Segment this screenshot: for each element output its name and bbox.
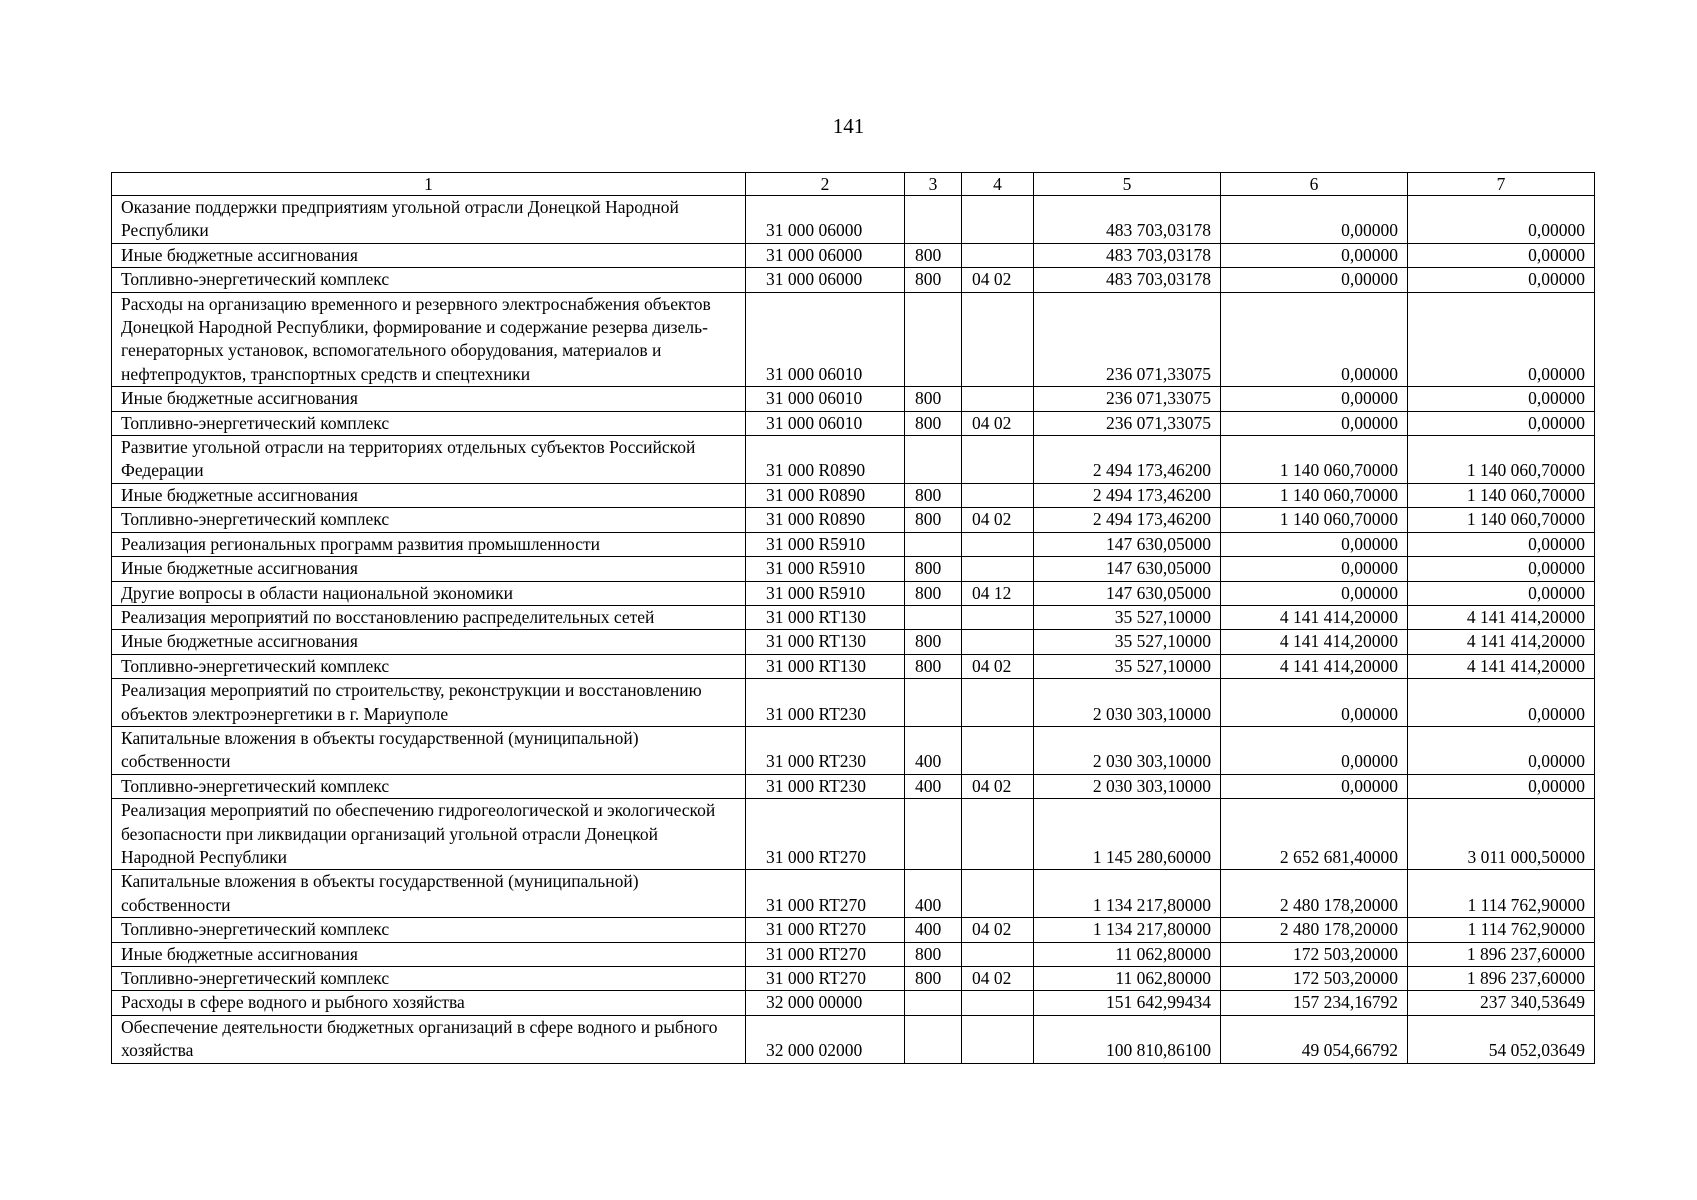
table-row [112, 679, 1595, 727]
table-row [112, 654, 1595, 678]
table-row [112, 243, 1595, 267]
expense-name-cell: Реализация мероприятий по обеспечению гидрогеологической и экологической безопасности при ликвидации организаций угольной отрасли Донецкой Народной Республики [112, 799, 746, 870]
target-code-cell: 31 000 RT270 [746, 942, 905, 966]
expense-group-cell [905, 679, 962, 727]
table-row [112, 508, 1595, 532]
expense-group-cell: 800 [905, 508, 962, 532]
budget-table [111, 172, 1595, 1064]
table-row [112, 268, 1595, 292]
section-code-cell [962, 1015, 1034, 1063]
section-code-cell: 04 02 [962, 268, 1034, 292]
expense-group-cell [905, 532, 962, 556]
amount-col6-cell: 0,00000 [1221, 292, 1408, 387]
amount-col7-cell: 0,00000 [1408, 411, 1595, 435]
expense-name-cell: Иные бюджетные ассигнования [112, 942, 746, 966]
amount-col6-cell: 2 480 178,20000 [1221, 918, 1408, 942]
expense-name-cell: Иные бюджетные ассигнования [112, 483, 746, 507]
amount-col5-cell: 236 071,33075 [1034, 292, 1221, 387]
expense-name-cell: Топливно-энергетический комплекс [112, 967, 746, 991]
table-row [112, 436, 1595, 484]
table-row [112, 726, 1595, 774]
amount-col5-cell: 483 703,03178 [1034, 243, 1221, 267]
table-row [112, 483, 1595, 507]
section-code-cell [962, 387, 1034, 411]
amount-col6-cell: 0,00000 [1221, 581, 1408, 605]
column-header-1: 1 [112, 173, 746, 196]
table-row [112, 292, 1595, 387]
amount-col7-cell: 1 140 060,70000 [1408, 508, 1595, 532]
amount-col7-cell: 1 140 060,70000 [1408, 436, 1595, 484]
section-code-cell: 04 02 [962, 774, 1034, 798]
expense-group-cell: 400 [905, 918, 962, 942]
expense-group-cell [905, 605, 962, 629]
amount-col5-cell: 11 062,80000 [1034, 942, 1221, 966]
amount-col6-cell: 1 140 060,70000 [1221, 483, 1408, 507]
expense-group-cell [905, 436, 962, 484]
amount-col5-cell: 1 145 280,60000 [1034, 799, 1221, 870]
section-code-cell [962, 436, 1034, 484]
expense-name-cell: Топливно-энергетический комплекс [112, 774, 746, 798]
column-header-3: 3 [905, 173, 962, 196]
amount-col5-cell: 35 527,10000 [1034, 654, 1221, 678]
section-code-cell [962, 630, 1034, 654]
amount-col5-cell: 1 134 217,80000 [1034, 918, 1221, 942]
amount-col7-cell: 0,00000 [1408, 387, 1595, 411]
table-row [112, 605, 1595, 629]
amount-col5-cell: 2 030 303,10000 [1034, 774, 1221, 798]
expense-group-cell [905, 991, 962, 1015]
target-code-cell: 31 000 RT270 [746, 918, 905, 942]
expense-group-cell: 400 [905, 870, 962, 918]
section-code-cell: 04 02 [962, 411, 1034, 435]
section-code-cell [962, 726, 1034, 774]
amount-col7-cell: 1 140 060,70000 [1408, 483, 1595, 507]
expense-name-cell: Иные бюджетные ассигнования [112, 243, 746, 267]
expense-name-cell: Капитальные вложения в объекты государственной (муниципальной) собственности [112, 870, 746, 918]
expense-group-cell: 800 [905, 654, 962, 678]
expense-name-cell: Реализация мероприятий по строительству, реконструкции и восстановлению объектов электроэнергетики в г. Мариуполе [112, 679, 746, 727]
amount-col7-cell: 0,00000 [1408, 726, 1595, 774]
table-body [112, 196, 1595, 1064]
amount-col6-cell: 0,00000 [1221, 196, 1408, 244]
expense-name-cell: Топливно-энергетический комплекс [112, 918, 746, 942]
section-code-cell [962, 870, 1034, 918]
amount-col5-cell: 2 494 173,46200 [1034, 436, 1221, 484]
amount-col7-cell: 0,00000 [1408, 557, 1595, 581]
amount-col5-cell: 35 527,10000 [1034, 605, 1221, 629]
amount-col7-cell: 1 114 762,90000 [1408, 870, 1595, 918]
expense-name-cell: Другие вопросы в области национальной экономики [112, 581, 746, 605]
amount-col5-cell: 147 630,05000 [1034, 581, 1221, 605]
expense-group-cell: 800 [905, 387, 962, 411]
column-header-6: 6 [1221, 173, 1408, 196]
amount-col7-cell: 1 896 237,60000 [1408, 942, 1595, 966]
section-code-cell [962, 483, 1034, 507]
column-header-2: 2 [746, 173, 905, 196]
table-row [112, 774, 1595, 798]
target-code-cell: 32 000 02000 [746, 1015, 905, 1063]
amount-col7-cell: 237 340,53649 [1408, 991, 1595, 1015]
section-code-cell: 04 02 [962, 508, 1034, 532]
amount-col6-cell: 49 054,66792 [1221, 1015, 1408, 1063]
target-code-cell: 31 000 R0890 [746, 436, 905, 484]
table-row [112, 411, 1595, 435]
expense-name-cell: Иные бюджетные ассигнования [112, 630, 746, 654]
page-number: 141 [832, 114, 865, 138]
target-code-cell: 31 000 R0890 [746, 508, 905, 532]
expense-group-cell: 400 [905, 774, 962, 798]
column-header-4: 4 [962, 173, 1034, 196]
table-header [112, 173, 1595, 196]
expense-name-cell: Развитие угольной отрасли на территориях отдельных субъектов Российской Федерации [112, 436, 746, 484]
column-header-5: 5 [1034, 173, 1221, 196]
amount-col6-cell: 0,00000 [1221, 774, 1408, 798]
section-code-cell [962, 799, 1034, 870]
amount-col5-cell: 11 062,80000 [1034, 967, 1221, 991]
amount-col7-cell: 0,00000 [1408, 268, 1595, 292]
expense-name-cell: Реализация мероприятий по восстановлению распределительных сетей [112, 605, 746, 629]
amount-col5-cell: 236 071,33075 [1034, 387, 1221, 411]
target-code-cell: 31 000 R0890 [746, 483, 905, 507]
expense-name-cell: Обеспечение деятельности бюджетных организаций в сфере водного и рыбного хозяйства [112, 1015, 746, 1063]
expense-group-cell: 800 [905, 557, 962, 581]
amount-col7-cell: 3 011 000,50000 [1408, 799, 1595, 870]
section-code-cell [962, 557, 1034, 581]
amount-col6-cell: 2 480 178,20000 [1221, 870, 1408, 918]
expense-name-cell: Топливно-энергетический комплекс [112, 508, 746, 532]
expense-group-cell: 400 [905, 726, 962, 774]
amount-col7-cell: 0,00000 [1408, 774, 1595, 798]
amount-col6-cell: 172 503,20000 [1221, 942, 1408, 966]
amount-col7-cell: 0,00000 [1408, 243, 1595, 267]
target-code-cell: 31 000 RT230 [746, 679, 905, 727]
table-row [112, 918, 1595, 942]
amount-col5-cell: 1 134 217,80000 [1034, 870, 1221, 918]
expense-group-cell: 800 [905, 483, 962, 507]
amount-col5-cell: 151 642,99434 [1034, 991, 1221, 1015]
section-code-cell [962, 605, 1034, 629]
amount-col5-cell: 483 703,03178 [1034, 268, 1221, 292]
target-code-cell: 31 000 06010 [746, 411, 905, 435]
amount-col7-cell: 4 141 414,20000 [1408, 630, 1595, 654]
amount-col7-cell: 0,00000 [1408, 292, 1595, 387]
amount-col6-cell: 0,00000 [1221, 679, 1408, 727]
amount-col5-cell: 35 527,10000 [1034, 630, 1221, 654]
table-row [112, 967, 1595, 991]
target-code-cell: 31 000 06010 [746, 292, 905, 387]
amount-col6-cell: 0,00000 [1221, 387, 1408, 411]
expense-group-cell [905, 1015, 962, 1063]
expense-name-cell: Топливно-энергетический комплекс [112, 268, 746, 292]
amount-col7-cell: 1 114 762,90000 [1408, 918, 1595, 942]
amount-col7-cell: 0,00000 [1408, 581, 1595, 605]
section-code-cell [962, 679, 1034, 727]
expense-group-cell: 800 [905, 268, 962, 292]
section-code-cell: 04 02 [962, 654, 1034, 678]
target-code-cell: 31 000 RT130 [746, 630, 905, 654]
target-code-cell: 31 000 RT230 [746, 774, 905, 798]
amount-col7-cell: 54 052,03649 [1408, 1015, 1595, 1063]
amount-col5-cell: 483 703,03178 [1034, 196, 1221, 244]
expense-group-cell: 800 [905, 243, 962, 267]
expense-name-cell: Иные бюджетные ассигнования [112, 387, 746, 411]
target-code-cell: 31 000 RT230 [746, 726, 905, 774]
table-row [112, 557, 1595, 581]
amount-col6-cell: 0,00000 [1221, 411, 1408, 435]
table-row [112, 581, 1595, 605]
amount-col6-cell: 0,00000 [1221, 726, 1408, 774]
expense-name-cell: Иные бюджетные ассигнования [112, 557, 746, 581]
amount-col7-cell: 4 141 414,20000 [1408, 605, 1595, 629]
amount-col5-cell: 2 030 303,10000 [1034, 726, 1221, 774]
amount-col6-cell: 172 503,20000 [1221, 967, 1408, 991]
amount-col6-cell: 4 141 414,20000 [1221, 654, 1408, 678]
amount-col6-cell: 157 234,16792 [1221, 991, 1408, 1015]
target-code-cell: 31 000 R5910 [746, 581, 905, 605]
section-code-cell [962, 532, 1034, 556]
amount-col5-cell: 147 630,05000 [1034, 557, 1221, 581]
expense-group-cell: 800 [905, 630, 962, 654]
target-code-cell: 31 000 RT130 [746, 605, 905, 629]
section-code-cell [962, 991, 1034, 1015]
amount-col7-cell: 0,00000 [1408, 196, 1595, 244]
amount-col6-cell: 2 652 681,40000 [1221, 799, 1408, 870]
expense-name-cell: Топливно-энергетический комплекс [112, 654, 746, 678]
table-row [112, 532, 1595, 556]
target-code-cell: 31 000 06010 [746, 387, 905, 411]
expense-name-cell: Реализация региональных программ развития промышленности [112, 532, 746, 556]
amount-col5-cell: 236 071,33075 [1034, 411, 1221, 435]
expense-group-cell: 800 [905, 581, 962, 605]
column-header-7: 7 [1408, 173, 1595, 196]
target-code-cell: 31 000 RT270 [746, 870, 905, 918]
expense-name-cell: Расходы на организацию временного и резервного электроснабжения объектов Донецкой Народной Республики, формирование и содержание резерва дизель-генераторных установок, вспомогательного оборудования, материалов и нефтепродуктов, транспортных средств и спецтехники [112, 292, 746, 387]
section-code-cell: 04 02 [962, 918, 1034, 942]
table-row [112, 1015, 1595, 1063]
table-row [112, 799, 1595, 870]
amount-col7-cell: 0,00000 [1408, 532, 1595, 556]
table-row [112, 387, 1595, 411]
section-code-cell: 04 02 [962, 967, 1034, 991]
expense-name-cell: Капитальные вложения в объекты государственной (муниципальной) собственности [112, 726, 746, 774]
amount-col6-cell: 0,00000 [1221, 243, 1408, 267]
section-code-cell [962, 292, 1034, 387]
amount-col7-cell: 4 141 414,20000 [1408, 654, 1595, 678]
amount-col6-cell: 4 141 414,20000 [1221, 605, 1408, 629]
target-code-cell: 31 000 06000 [746, 196, 905, 244]
expense-group-cell [905, 292, 962, 387]
amount-col7-cell: 0,00000 [1408, 679, 1595, 727]
section-code-cell [962, 942, 1034, 966]
amount-col6-cell: 4 141 414,20000 [1221, 630, 1408, 654]
table-row [112, 196, 1595, 244]
target-code-cell: 31 000 06000 [746, 243, 905, 267]
amount-col7-cell: 1 896 237,60000 [1408, 967, 1595, 991]
amount-col5-cell: 147 630,05000 [1034, 532, 1221, 556]
table-row [112, 991, 1595, 1015]
amount-col6-cell: 0,00000 [1221, 557, 1408, 581]
header-row [112, 173, 1595, 196]
target-code-cell: 31 000 RT270 [746, 967, 905, 991]
amount-col6-cell: 1 140 060,70000 [1221, 508, 1408, 532]
target-code-cell: 32 000 00000 [746, 991, 905, 1015]
amount-col5-cell: 2 494 173,46200 [1034, 508, 1221, 532]
target-code-cell: 31 000 RT270 [746, 799, 905, 870]
expense-name-cell: Оказание поддержки предприятиям угольной отрасли Донецкой Народной Республики [112, 196, 746, 244]
expense-group-cell: 800 [905, 967, 962, 991]
amount-col5-cell: 2 494 173,46200 [1034, 483, 1221, 507]
expense-name-cell: Расходы в сфере водного и рыбного хозяйства [112, 991, 746, 1015]
target-code-cell: 31 000 06000 [746, 268, 905, 292]
expense-name-cell: Топливно-энергетический комплекс [112, 411, 746, 435]
table-row [112, 630, 1595, 654]
table-row [112, 870, 1595, 918]
section-code-cell: 04 12 [962, 581, 1034, 605]
amount-col6-cell: 0,00000 [1221, 532, 1408, 556]
section-code-cell [962, 196, 1034, 244]
table-row [112, 942, 1595, 966]
expense-group-cell: 800 [905, 411, 962, 435]
expense-group-cell: 800 [905, 942, 962, 966]
amount-col5-cell: 100 810,86100 [1034, 1015, 1221, 1063]
target-code-cell: 31 000 R5910 [746, 557, 905, 581]
expense-group-cell [905, 799, 962, 870]
section-code-cell [962, 243, 1034, 267]
amount-col6-cell: 1 140 060,70000 [1221, 436, 1408, 484]
target-code-cell: 31 000 RT130 [746, 654, 905, 678]
amount-col6-cell: 0,00000 [1221, 268, 1408, 292]
target-code-cell: 31 000 R5910 [746, 532, 905, 556]
amount-col5-cell: 2 030 303,10000 [1034, 679, 1221, 727]
expense-group-cell [905, 196, 962, 244]
